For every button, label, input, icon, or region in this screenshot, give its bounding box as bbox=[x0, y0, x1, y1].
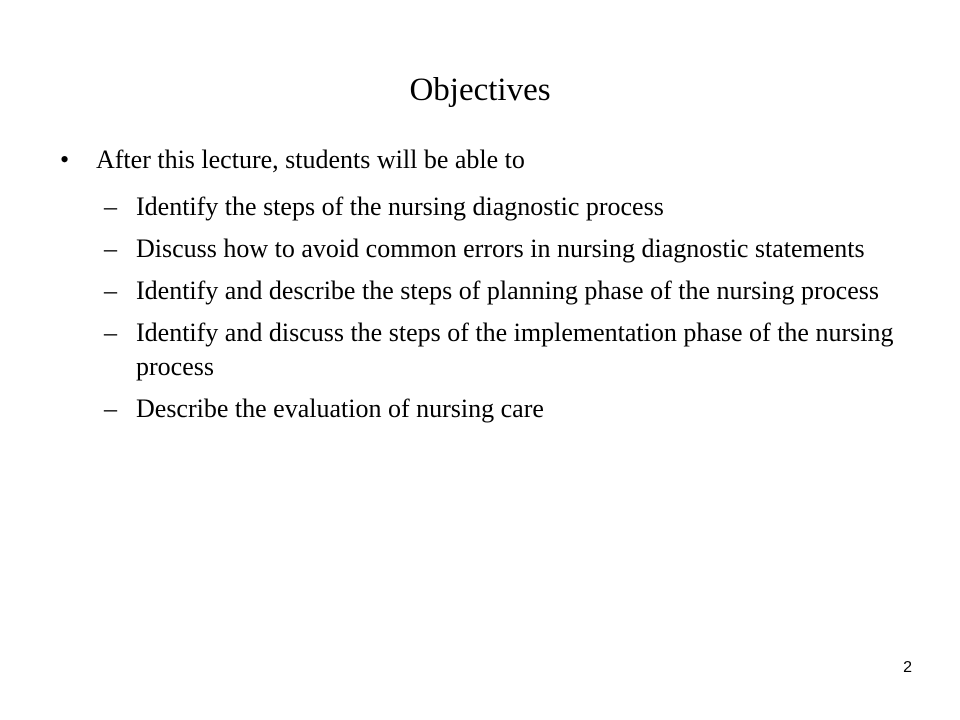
dash-marker: – bbox=[104, 394, 117, 423]
objective-item bbox=[104, 190, 904, 224]
objective-text: Identify and describe the steps of planning phase of the nursing process bbox=[136, 276, 879, 305]
objective-text: Identify the steps of the nursing diagnostic process bbox=[136, 192, 664, 221]
objective-text: Discuss how to avoid common errors in nursing diagnostic statements bbox=[136, 234, 865, 263]
bullet-text: After this lecture, students will be able to bbox=[96, 145, 525, 174]
objective-item bbox=[104, 392, 904, 426]
objective-item bbox=[104, 274, 904, 308]
page-number: 2 bbox=[903, 659, 912, 676]
objective-text: Identify and discuss the steps of the implementation phase of the nursing process bbox=[136, 318, 894, 381]
bullet-marker: • bbox=[60, 145, 70, 174]
objective-item bbox=[104, 232, 904, 266]
dash-marker: – bbox=[104, 192, 117, 221]
dash-marker: – bbox=[104, 276, 117, 305]
objectives-list bbox=[104, 190, 904, 434]
slide-title: Objectives bbox=[409, 72, 551, 108]
dash-marker: – bbox=[104, 234, 117, 263]
objective-item bbox=[104, 316, 904, 384]
dash-marker: – bbox=[104, 318, 117, 347]
objective-text: Describe the evaluation of nursing care bbox=[136, 394, 544, 423]
